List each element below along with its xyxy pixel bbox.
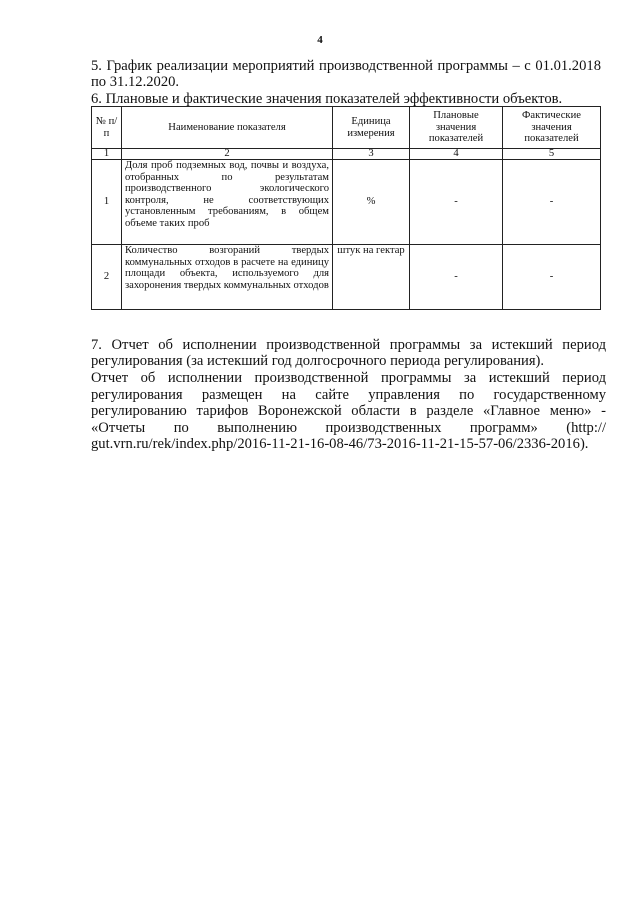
unit-cell: штук на гектар xyxy=(333,245,410,310)
actual-value: - xyxy=(503,245,601,310)
table-header-row xyxy=(92,107,601,149)
indicator-name: Количество возгораний твердых коммунальных отходов в расчете на единицу площади объекта, используемого для захоронения твердых коммунальных отходов xyxy=(122,245,333,310)
row-number: 2 xyxy=(92,245,122,310)
column-number: 4 xyxy=(410,149,503,160)
column-number: 1 xyxy=(92,149,122,160)
header-actual-values: Фактические значения показателей xyxy=(503,107,601,149)
column-numbering-row xyxy=(92,149,601,160)
planned-value: - xyxy=(410,245,503,310)
header-indicator-name: Наименование показателя xyxy=(122,107,333,149)
header-unit: Единица измерения xyxy=(333,107,410,149)
section-7-paragraph: 7. Отчет об исполнении производственной программы за истекший период регулирования (за истекший год долгосрочного периода регулирования). xyxy=(91,337,606,370)
planned-value: - xyxy=(410,160,503,245)
column-number: 5 xyxy=(503,149,601,160)
table-row xyxy=(92,160,601,245)
table-row xyxy=(92,245,601,310)
column-number: 3 xyxy=(333,149,410,160)
indicators-table xyxy=(91,106,601,310)
unit-cell: % xyxy=(333,160,410,245)
column-number: 2 xyxy=(122,149,333,160)
actual-value: - xyxy=(503,160,601,245)
header-planned-values: Плановые значения показателей xyxy=(410,107,503,149)
page-number: 4 xyxy=(317,34,323,46)
indicator-name: Доля проб подземных вод, почвы и воздуха, отобранных по результатам производственного экологического контроля, не соответствующих установленным требованиям, в общем объеме таких проб xyxy=(122,160,333,245)
row-number: 1 xyxy=(92,160,122,245)
section-5-paragraph: 5. График реализации мероприятий производственной программы – с 01.01.2018 по 31.12.2020. xyxy=(91,58,601,90)
section-6-title: 6. Плановые и фактические значения показателей эффективности объектов. xyxy=(91,91,563,107)
header-number: № п/п xyxy=(92,107,122,149)
report-location-paragraph: Отчет об исполнении производственной программы за истекший период регулирования размещен на сайте управления по государственному регулированию тарифов Воронежской области в разделе «Главное меню» - «Отчеты по выполнению производственных программ» (http:// gut.vrn.ru/rek/index.php/2016-11-21-16-08-46/73-2016-11-21-15-57-06/2336-2016). xyxy=(91,370,606,452)
